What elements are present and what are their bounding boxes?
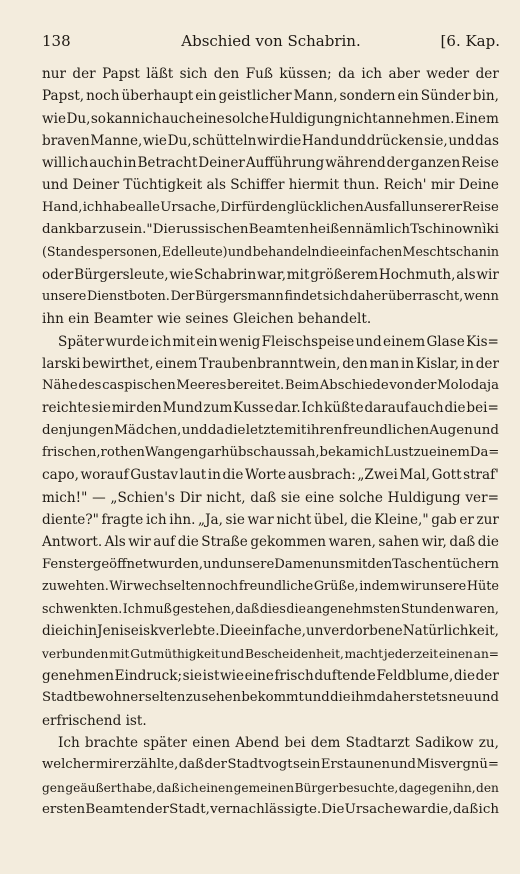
text-line: Fenster geöffnet wurden, und unsere Damen uns mit den Taschentüchern: [42, 556, 499, 572]
text-line: schwenkten. Ich muß gestehen, daß dies die angenehmsten Stunden waren,: [42, 601, 499, 617]
text-line: ihn ein Beamter wie seines Gleichen behandelt.: [42, 311, 372, 328]
text-line: gen geäußert habe, daß ich einen gemeinen Bürger besuchte, dagegen ihn, den: [42, 780, 499, 795]
text-line: verbunden mit Gutmüthigkeit und Bescheidenheit, macht jederzeit einen an=: [42, 646, 499, 661]
text-line: Ich brachte später einen Abend bei dem Stadtarzt Sadikow zu,: [58, 734, 499, 751]
text-line: diente?" fragte ich ihn. „Ja, sie war nicht übel, die Kleine," gab er zur: [42, 511, 499, 528]
text-line: zuwehten. Wir wechselten noch freundliche Grüße, indem wir unsere Hüte: [42, 578, 499, 594]
text-line: Papst, noch überhaupt ein geistlicher Mann, sondern ein Sünder bin,: [42, 88, 499, 105]
text-line: genehmen Eindruck; sie ist wie eine frisch duftende Feldblume, die der: [42, 668, 499, 685]
text-line: will ich auch in Betracht Deiner Aufführung während der ganzen Reise: [42, 155, 499, 172]
page-header: [42, 30, 500, 52]
text-line: reichte sie mir den Mund zum Kusse dar. Ich küßte darauf auch die bei=: [42, 400, 499, 417]
text-line: capo, worauf Gustav laut in die Worte ausbrach: „Zwei Mal, Gott straf': [42, 467, 499, 484]
running-title: Abschied von Schabrin.: [181, 32, 361, 50]
text-line: erfrischend ist.: [42, 712, 147, 729]
page-number: 138: [42, 32, 71, 50]
text-line: Nähe des caspischen Meeres bereitet. Beim Abschiede von der Molodaja: [42, 378, 499, 394]
text-line: oder Bürgersleute, wie Schabrin war, mit größerem Hochmuth, als wir: [42, 266, 499, 283]
text-line: wie Du, so kann ich auch eine solche Huldigung nicht annehmen. Einem: [42, 110, 499, 127]
text-line: larski bewirthet, einem Traubenbranntwein, den man in Kislar, in der: [42, 355, 499, 372]
text-line: welcher mir erzählte, daß der Stadtvogt sein Erstaunen und Misvergnü=: [42, 757, 499, 773]
text-line: (Standespersonen, Edelleute) und behandeln die einfachen Meschtschanin: [42, 244, 499, 260]
text-line: ersten Beamten der Stadt, vernachlässigte. Die Ursache war die, daß ich: [42, 801, 499, 817]
chapter-reference: [6. Kap.: [440, 32, 500, 50]
body-text: [42, 63, 499, 821]
text-line: mich!" — „Schien's Dir nicht, daß sie eine solche Huldigung ver=: [42, 489, 499, 506]
text-line: dankbar zu sein." Die russischen Beamten heißen nämlich Tschinownìki: [42, 222, 499, 238]
text-line: und Deiner Tüchtigkeit als Schiffer hiermit thun. Reich' mir Deine: [42, 177, 499, 194]
text-line: Später wurde ich mit ein wenig Fleischspeise und einem Glase Kis=: [58, 333, 499, 350]
text-line: Antwort. Als wir auf die Straße gekommen waren, sahen wir, daß die: [42, 534, 499, 551]
text-line: den jungen Mädchen, und da die letzte mit ihren freundlichen Augen und: [42, 422, 499, 438]
text-line: die ich in Jeniseisk verlebte. Die einfache, unverdorbene Natürlichkeit,: [42, 623, 499, 640]
text-line: braven Manne, wie Du, schütteln wir die Hand und drücken sie, und das: [42, 132, 499, 149]
text-line: frischen, rothen Wangen gar hübsch aussah, bekam ich Lust zu einem Da=: [42, 445, 500, 461]
text-line: unsere Dienstboten. Der Bürgersmann findet sich daher überrascht, wenn: [42, 288, 499, 304]
text-line: Hand, ich habe alle Ursache, Dir für den glücklichen Ausfall unserer Reise: [42, 199, 499, 215]
text-line: Stadtbewohner selten zu sehen bekommt und die ihm daher stets neu und: [42, 690, 499, 706]
text-line: nur der Papst läßt sich den Fuß küssen; da ich aber weder der: [42, 66, 499, 82]
